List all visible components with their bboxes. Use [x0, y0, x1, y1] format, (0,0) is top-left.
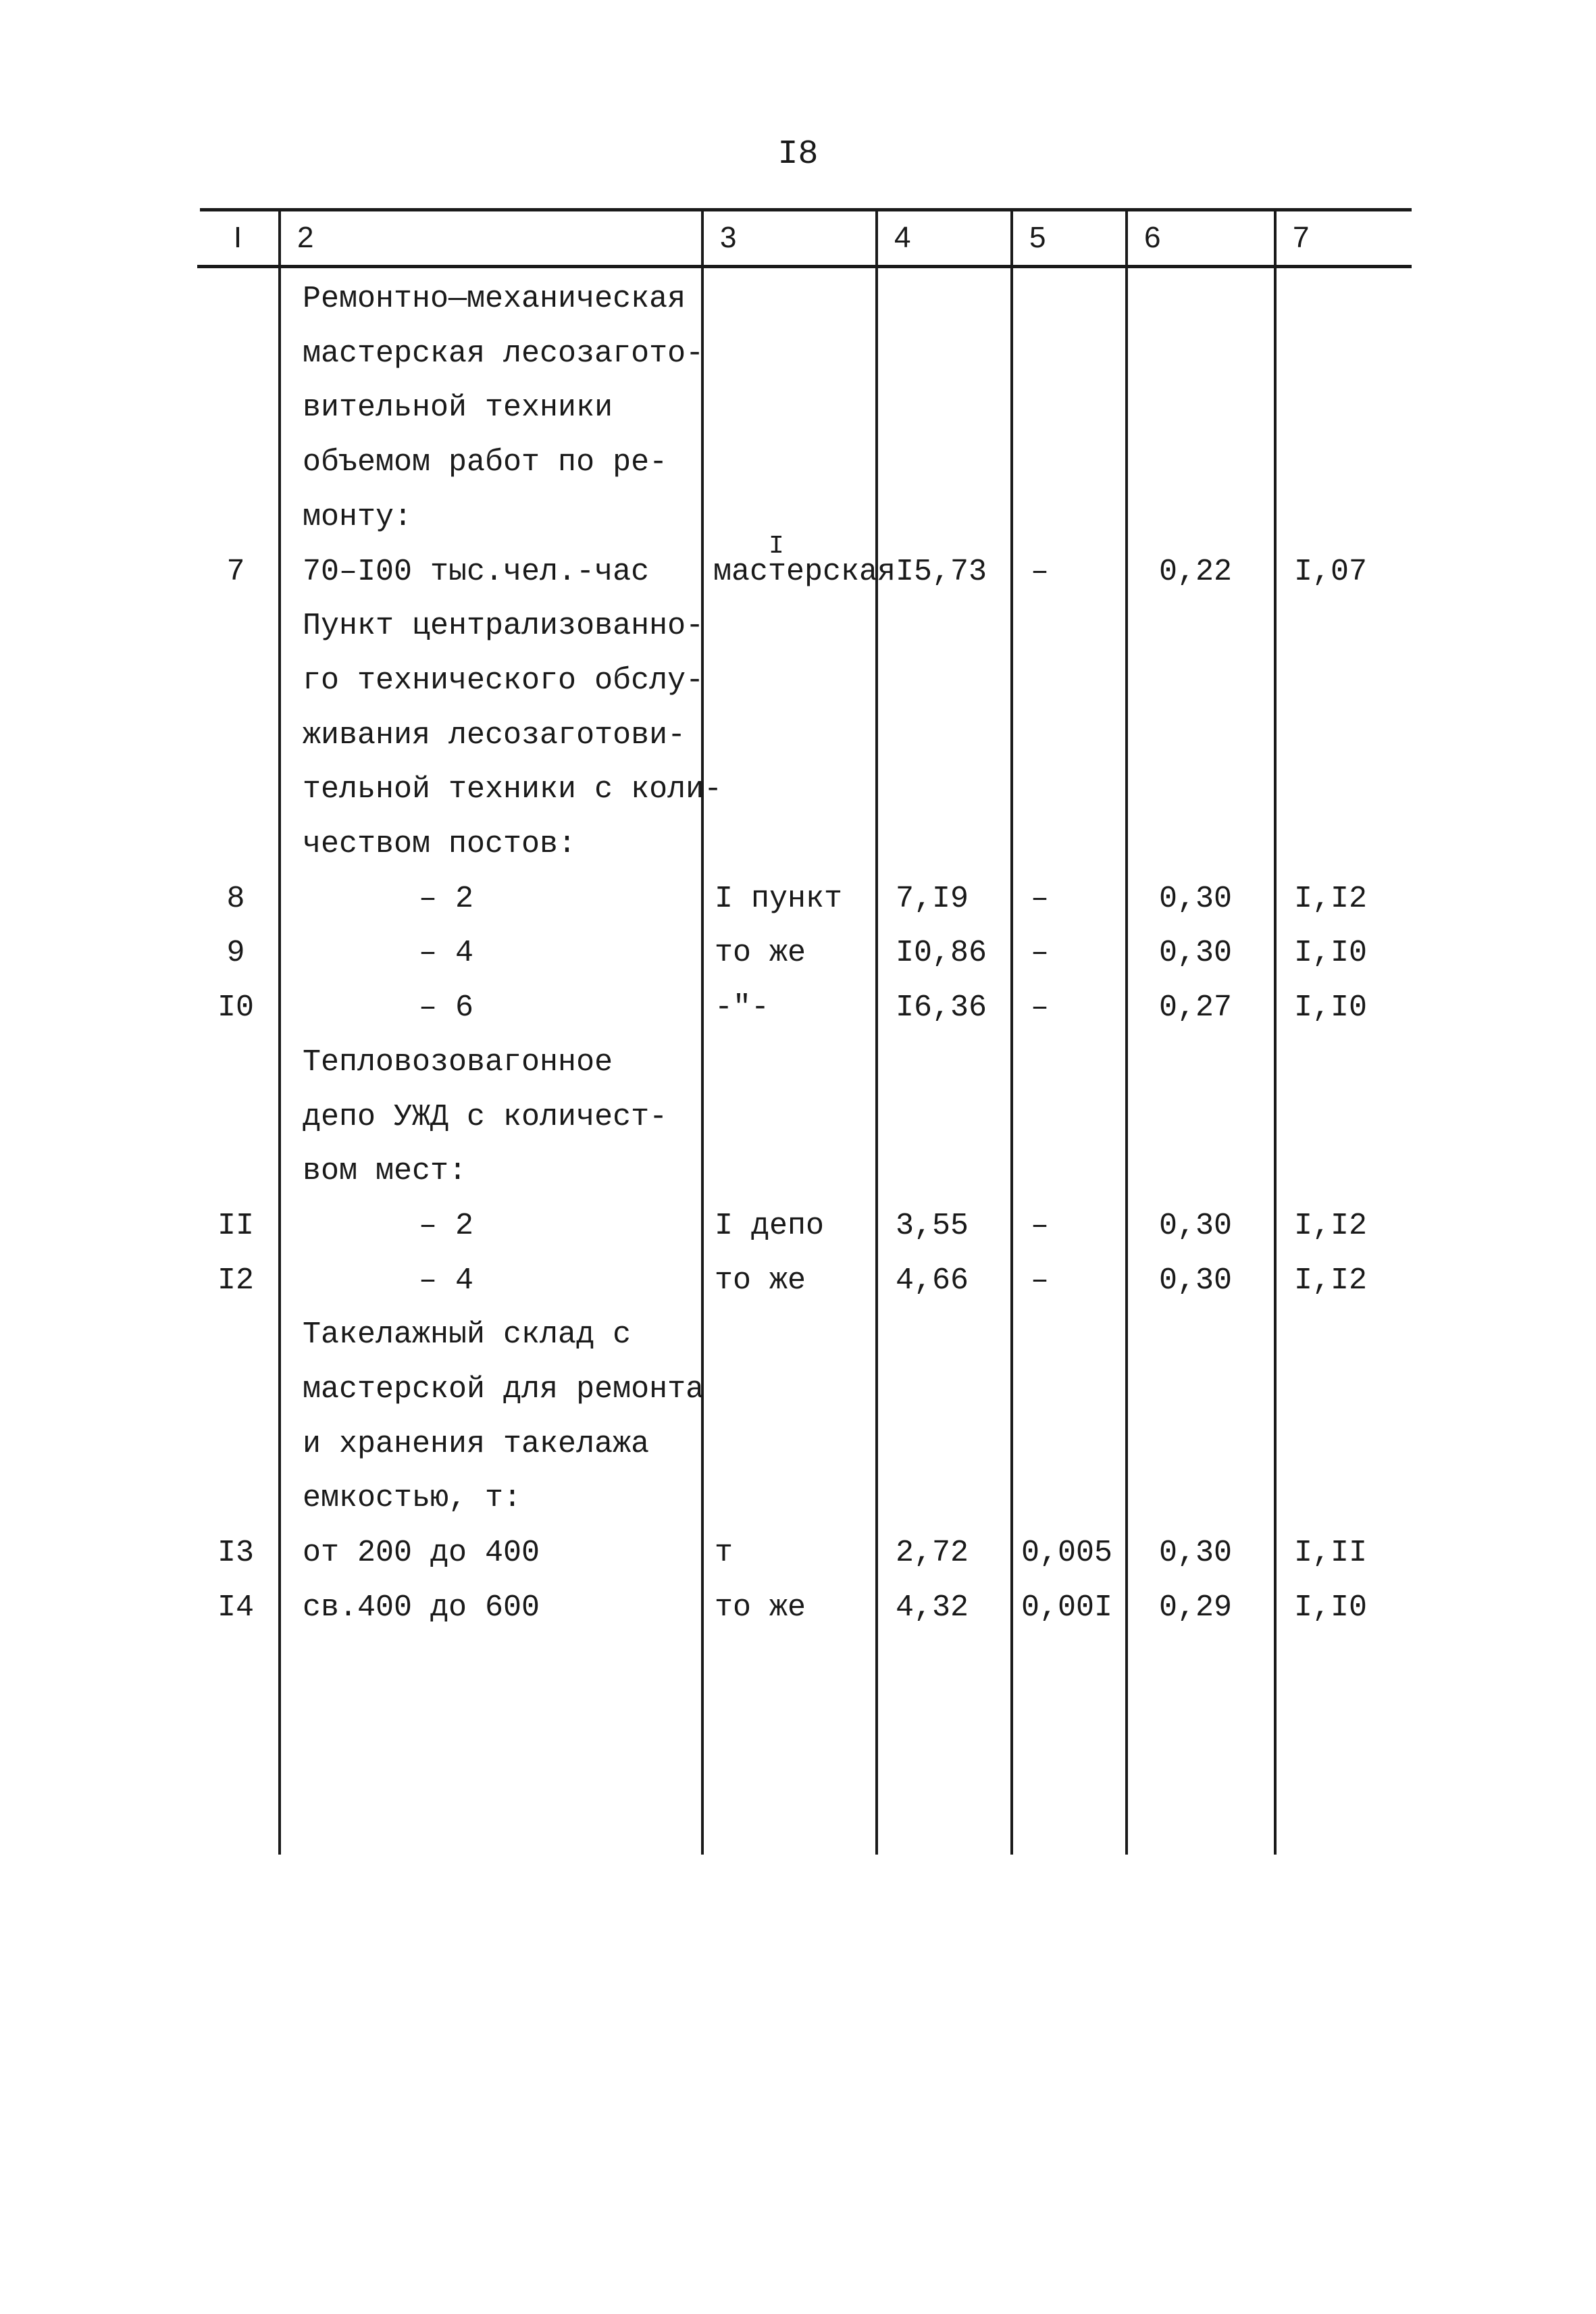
- row-col5: –: [1031, 1263, 1050, 1298]
- column-header: 6: [1144, 221, 1161, 254]
- row-name: Такелажный склад с: [303, 1317, 632, 1353]
- row-col4: 3,55: [896, 1208, 969, 1243]
- row-name: Пункт централизованно-: [303, 609, 704, 644]
- row-col7: I,I2: [1294, 1208, 1368, 1243]
- row-number: 8: [226, 881, 245, 916]
- row-name: 70–I00 тыс.чел.-час: [303, 554, 650, 589]
- row-col6: 0,30: [1159, 881, 1233, 916]
- row-name: тельной техники с коли-: [303, 772, 723, 807]
- row-col4: 7,I9: [896, 881, 969, 916]
- row-unit: то же: [715, 1263, 806, 1298]
- row-number: I0: [217, 990, 254, 1026]
- row-name: – 2: [419, 881, 474, 916]
- row-number: I2: [217, 1263, 254, 1298]
- row-number: II: [217, 1208, 254, 1243]
- column-header: 4: [894, 221, 911, 254]
- column-header: I: [233, 221, 242, 254]
- row-number: I3: [217, 1536, 254, 1571]
- column-rule: [701, 208, 704, 1855]
- row-unit: I депо: [715, 1208, 825, 1243]
- row-col5: 0,00I: [1021, 1590, 1113, 1625]
- row-name: мастерской для ремонта: [303, 1372, 704, 1407]
- row-name: чеством постов:: [303, 827, 577, 861]
- row-number: I4: [217, 1590, 254, 1625]
- row-name: от 200 до 400: [303, 1536, 540, 1571]
- row-name: Тепловозовагонное: [303, 1045, 613, 1080]
- row-name: депо УЖД с количест-: [303, 1099, 668, 1134]
- row-col4: 4,32: [896, 1590, 969, 1625]
- page-number: I8: [777, 135, 819, 174]
- row-col5: –: [1031, 554, 1050, 589]
- row-col4: 2,72: [896, 1536, 969, 1571]
- column-header: 7: [1293, 221, 1310, 254]
- row-name: живания лесозаготови-: [303, 718, 686, 753]
- row-unit: мастерская: [713, 554, 896, 589]
- row-name: объемом работ по ре-: [303, 445, 668, 480]
- row-unit: -"-: [715, 990, 770, 1026]
- row-col5: –: [1031, 936, 1050, 971]
- header-bottom-rule: [197, 265, 1412, 268]
- row-name: – 2: [419, 1208, 474, 1243]
- row-name: вительной техники: [303, 391, 613, 426]
- row-name: монту:: [303, 499, 413, 534]
- row-unit: I пункт: [715, 881, 843, 916]
- row-col5: –: [1031, 990, 1050, 1026]
- row-col7: I,07: [1294, 554, 1368, 589]
- row-name: св.400 до 600: [303, 1590, 540, 1625]
- row-unit: т: [715, 1536, 733, 1571]
- column-rule: [1125, 208, 1128, 1855]
- row-name: мастерская лесозагото-: [303, 336, 704, 371]
- row-name: и хранения такелажа: [303, 1426, 650, 1461]
- column-header: 3: [720, 221, 737, 254]
- table-top-rule: [200, 208, 1412, 211]
- row-unit: то же: [715, 1590, 806, 1625]
- row-col7: I,I0: [1294, 1590, 1368, 1625]
- row-name: вом мест:: [303, 1154, 467, 1189]
- row-name: го технического обслу-: [303, 663, 704, 698]
- row-col6: 0,30: [1159, 1208, 1233, 1243]
- column-rule: [875, 208, 878, 1855]
- row-unit: то же: [715, 936, 806, 971]
- column-header: 2: [297, 221, 314, 254]
- row-name: – 4: [419, 1263, 474, 1298]
- row-col7: I,I0: [1294, 990, 1368, 1026]
- row-col6: 0,29: [1159, 1590, 1233, 1625]
- row-col4: I5,73: [896, 554, 987, 589]
- row-name: – 4: [419, 936, 474, 971]
- row-col7: I,I2: [1294, 881, 1368, 916]
- row-col5: –: [1031, 881, 1050, 916]
- column-rule: [1274, 208, 1277, 1855]
- row-name: Ремонтно—механическая: [303, 282, 686, 316]
- row-col6: 0,27: [1159, 990, 1233, 1026]
- row-col7: I,I2: [1294, 1263, 1368, 1298]
- row-name: емкостью, т:: [303, 1481, 522, 1516]
- unit-superscript: I: [769, 532, 784, 561]
- row-col6: 0,22: [1159, 554, 1233, 589]
- column-rule: [278, 208, 281, 1855]
- row-number: 7: [226, 554, 245, 589]
- column-rule: [1010, 208, 1013, 1855]
- row-col5: 0,005: [1021, 1536, 1113, 1571]
- row-name: – 6: [419, 990, 474, 1026]
- column-header: 5: [1029, 221, 1046, 254]
- row-col7: I,II: [1294, 1536, 1368, 1571]
- row-col6: 0,30: [1159, 1536, 1233, 1571]
- row-col4: 4,66: [896, 1263, 969, 1298]
- row-col6: 0,30: [1159, 1263, 1233, 1298]
- row-col4: I6,36: [896, 990, 987, 1026]
- row-col5: –: [1031, 1208, 1050, 1243]
- row-number: 9: [226, 936, 245, 971]
- row-col7: I,I0: [1294, 936, 1368, 971]
- row-col4: I0,86: [896, 936, 987, 971]
- row-col6: 0,30: [1159, 936, 1233, 971]
